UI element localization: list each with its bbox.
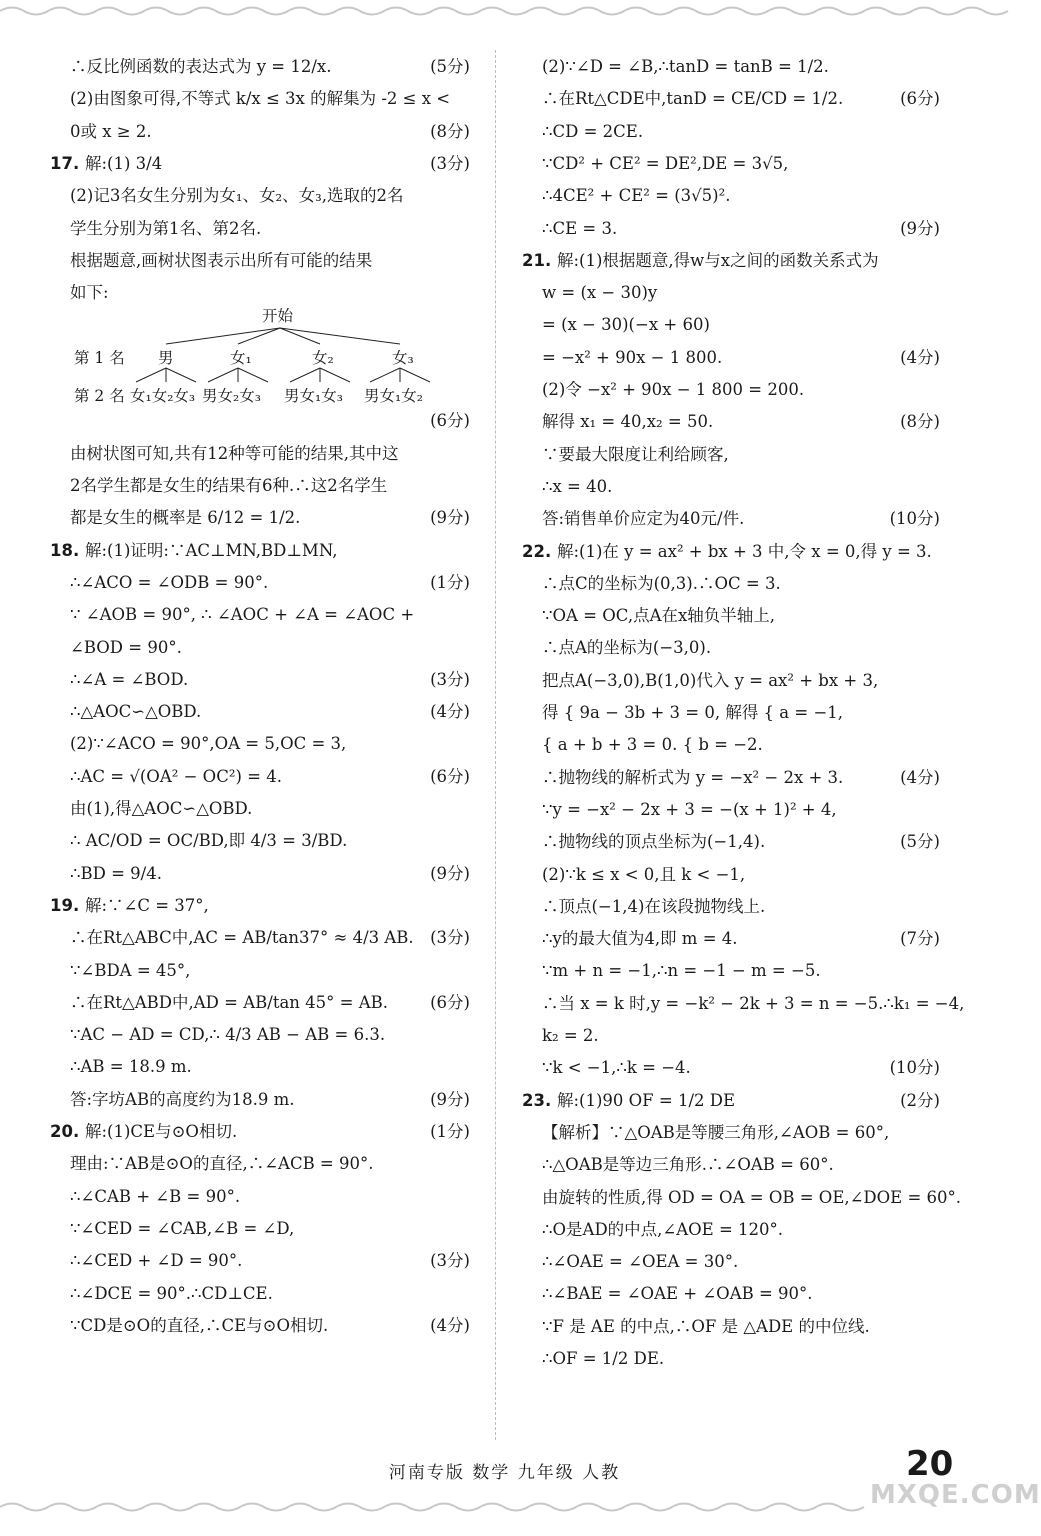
answer-line	[542, 956, 940, 986]
answer-text	[542, 504, 744, 534]
answer-text-body: ∴O是AD的中点,∠AOE = 120°.	[542, 1219, 784, 1239]
answer-text	[70, 471, 387, 501]
answer-line	[542, 1215, 940, 1245]
answer-text-body: ∴在Rt△CDE中,tanD = CE/CD = 1/2.	[542, 89, 844, 109]
answer-line	[70, 826, 470, 856]
answer-text	[70, 278, 109, 308]
answer-text-body: (2)令 −x² + 90x − 1 800 = 200.	[542, 380, 805, 399]
answer-text	[542, 1247, 738, 1277]
answer-line	[542, 504, 940, 534]
answer-line	[542, 440, 940, 470]
answer-text-body: 解:(1) 3/4	[84, 153, 163, 173]
score-label: (3分)	[430, 928, 470, 948]
answer-text-body: ∴在Rt△ABC中,AC = AB/tan37° ≈ 4/3 AB.	[70, 928, 414, 948]
answer-line	[542, 181, 940, 211]
answer-text-body: ∵ ∠AOB = 90°, ∴ ∠AOC + ∠A = ∠AOC +	[70, 605, 415, 625]
answer-line	[70, 117, 470, 147]
score-label: (2分)	[900, 1090, 940, 1110]
answer-text-body: ∴AB = 18.9 m.	[70, 1057, 192, 1077]
answer-line	[542, 1053, 940, 1083]
answer-text	[70, 568, 268, 598]
answer-text	[542, 1344, 664, 1374]
answer-text-body: 解:(1)证明:∵AC⊥MN,BD⊥MN,	[84, 540, 338, 560]
tree-level1-node: 女₃	[392, 349, 414, 368]
answer-text	[542, 52, 829, 82]
answer-text	[542, 1053, 691, 1083]
answer-line	[542, 892, 940, 922]
answer-line	[70, 1246, 470, 1276]
answer-text-body: ∵OA = OC,点A在x轴负半轴上,	[542, 606, 776, 626]
answer-text	[542, 181, 730, 211]
answer-line	[70, 697, 470, 727]
answer-text-body: 2名学生都是女生的结果有6种.∴这2名学生	[70, 476, 388, 495]
answer-line	[70, 84, 470, 114]
tree-branch	[166, 328, 280, 344]
tree-branch	[320, 368, 350, 382]
answer-text-body: w = (x − 30)y	[542, 283, 658, 303]
tree-level1-node: 男	[158, 349, 174, 368]
answer-text	[70, 633, 182, 663]
question-number: 23.	[522, 1090, 557, 1110]
answer-text	[542, 343, 722, 373]
answer-text-body: ∴ AC/OD = OC/BD,即 4/3 = 3/BD.	[70, 831, 348, 851]
answer-text	[542, 1279, 813, 1309]
answer-text	[542, 117, 643, 147]
answer-text	[50, 891, 209, 921]
answer-text	[70, 439, 399, 469]
answer-text	[70, 181, 403, 211]
answer-line	[542, 407, 940, 437]
answer-line	[542, 472, 940, 502]
answer-text-body: 答:字坊AB的高度约为18.9 m.	[70, 1089, 295, 1109]
answer-line	[542, 1312, 940, 1342]
answer-line	[542, 989, 965, 1019]
answer-text	[542, 84, 843, 114]
answer-text	[542, 278, 657, 308]
score-label: (9分)	[430, 1089, 470, 1109]
answer-line	[542, 666, 940, 696]
answer-text-body: ∠BOD = 90°.	[70, 637, 182, 657]
answer-text-body: 由树状图可知,共有12种等可能的结果,其中这	[70, 443, 399, 463]
answer-line	[70, 568, 470, 598]
score-label: (1分)	[430, 1122, 470, 1141]
answer-text	[70, 859, 162, 889]
answer-text-body: ∴∠OAE = ∠OEA = 30°.	[542, 1252, 739, 1272]
answer-line	[542, 827, 940, 857]
tree-branch	[280, 328, 400, 344]
answer-line	[50, 1117, 470, 1147]
answer-line	[542, 795, 940, 825]
answer-line	[50, 891, 470, 921]
answer-line	[542, 343, 940, 373]
answer-line	[70, 859, 470, 889]
answer-text-body: 都是女生的概率是 6/12 = 1/2.	[70, 508, 301, 528]
score-label: (10分)	[889, 509, 940, 529]
score-label: (5分)	[900, 832, 940, 852]
score-label: (9分)	[430, 508, 470, 528]
answer-text-body: ∴CE = 3.	[542, 218, 618, 238]
answer-text-body: 由(1),得△AOC∽△OBD.	[70, 799, 253, 818]
answer-text-body: ∴∠BAE = ∠OAE + ∠OAB = 90°.	[542, 1284, 813, 1304]
score-label: (6分)	[900, 89, 940, 109]
answer-text-body: 解:(1)CE与⊙O相切.	[84, 1122, 238, 1141]
answer-line	[70, 762, 470, 792]
score-label: (6分)	[430, 992, 470, 1012]
answer-line	[542, 1150, 940, 1180]
score-label: (10分)	[889, 1058, 940, 1078]
answer-text-body: 理由:∵AB是⊙O的直径,∴∠ACB = 90°.	[70, 1154, 374, 1174]
answer-line	[70, 1020, 470, 1050]
score-label: (4分)	[430, 1315, 470, 1335]
answer-text	[70, 214, 261, 244]
answer-text	[50, 1117, 237, 1147]
tree-branch	[238, 328, 280, 344]
answer-line	[522, 537, 940, 567]
answer-line	[70, 1311, 470, 1341]
answer-line	[70, 52, 470, 82]
answer-text	[522, 1086, 735, 1116]
tree-level2-group: 男女₁女₃	[284, 387, 343, 406]
answer-text-body: ∵AC − AD = CD,∴ 4/3 AB − AB = 6.3.	[70, 1025, 386, 1045]
answer-line	[542, 52, 940, 82]
answer-text-body: ∴∠CAB + ∠B = 90°.	[70, 1186, 241, 1206]
answer-text-body: = −x² + 90x − 1 800.	[542, 347, 723, 367]
answer-line	[542, 84, 940, 114]
answer-text	[542, 956, 821, 986]
score-label: (3分)	[430, 1251, 470, 1271]
answer-text	[542, 1118, 889, 1148]
score-label: (6分)	[430, 411, 470, 431]
tree-row1-label: 第 1 名	[74, 349, 125, 368]
answer-line	[542, 1279, 940, 1309]
score-label: (3分)	[430, 153, 470, 173]
answer-text-body: 根据题意,画树状图表示出所有可能的结果	[70, 250, 373, 270]
answer-text	[50, 536, 337, 566]
answer-text-body: ∵∠CED = ∠CAB,∠B = ∠D,	[70, 1218, 295, 1238]
answer-line	[70, 439, 470, 469]
score-label: (8分)	[900, 412, 940, 432]
answer-text-body: ∴抛物线的顶点坐标为(−1,4).	[542, 832, 766, 852]
answer-text	[70, 117, 152, 147]
answer-text-body: k₂ = 2.	[542, 1026, 599, 1045]
answer-text	[70, 729, 346, 759]
answer-line	[542, 1344, 940, 1374]
answer-line	[70, 600, 470, 630]
answer-text	[542, 860, 745, 890]
answer-text-body: ∴△AOC∽△OBD.	[70, 702, 202, 722]
answer-text	[70, 1149, 374, 1179]
tree-level1-node: 女₂	[312, 349, 334, 368]
answer-text	[542, 214, 617, 244]
answer-text	[70, 794, 252, 824]
answer-text	[70, 665, 188, 695]
answer-line	[70, 923, 470, 953]
answer-line	[70, 633, 470, 663]
answer-line	[522, 1086, 940, 1116]
answer-text-body: ∴∠CED + ∠D = 90°.	[70, 1251, 243, 1271]
answer-text-body: ∵m + n = −1,∴n = −1 − m = −5.	[542, 961, 821, 981]
answer-line	[70, 471, 470, 501]
answer-text-body: ∵y = −x² − 2x + 3 = −(x + 1)² + 4,	[542, 799, 837, 819]
tree-branch	[290, 368, 320, 382]
answer-text	[70, 1020, 385, 1050]
answer-text	[70, 52, 332, 82]
answer-line	[542, 1021, 940, 1051]
score-label: (4分)	[900, 347, 940, 367]
answer-line	[50, 149, 470, 179]
answer-text	[70, 1279, 273, 1309]
tree-branch	[400, 368, 430, 382]
answer-text-body: ∴OF = 1/2 DE.	[542, 1349, 665, 1368]
answer-text-body: 由旋转的性质,得 OD = OA = OB = OE,∠DOE = 60°.	[542, 1187, 962, 1207]
answer-text	[522, 246, 879, 276]
top-wave-border	[0, 4, 1009, 18]
answer-text-body: 解得 x₁ = 40,x₂ = 50.	[542, 412, 714, 432]
tree-level2-group: 女₁女₂女₃	[130, 387, 196, 406]
answer-line	[70, 729, 470, 759]
answer-text-body: ∴点C的坐标为(0,3).∴OC = 3.	[542, 573, 781, 593]
answer-text-body: (2)∵k ≤ x < 0,且 k < −1,	[542, 864, 746, 884]
answer-line	[542, 214, 940, 244]
answer-text-body: ∴CD = 2CE.	[542, 121, 644, 141]
answer-text-body: 如下:	[70, 283, 109, 303]
tree-branch	[208, 368, 238, 382]
answer-text	[542, 989, 964, 1019]
answer-line	[542, 149, 940, 179]
bottom-wave-border	[0, 1500, 1009, 1514]
answer-text	[70, 84, 450, 114]
answer-text-body: ∴BD = 9/4.	[70, 863, 162, 883]
answer-line	[522, 246, 940, 276]
answer-text-body: 学生分别为第1名、第2名.	[70, 218, 262, 238]
answer-text-body: ∴∠ACO = ∠ODB = 90°.	[70, 572, 269, 592]
answer-text	[542, 827, 765, 857]
answer-text	[542, 633, 711, 663]
answer-text-body: ∴顶点(−1,4)在该段抛物线上.	[542, 896, 766, 916]
answer-text-body: = (x − 30)(−x + 60)	[542, 315, 710, 335]
answer-line	[542, 1118, 940, 1148]
answer-text	[542, 472, 612, 502]
score-label: (4分)	[900, 767, 940, 787]
answer-line	[542, 633, 940, 663]
answer-line	[542, 1247, 940, 1277]
answer-text-body: ∵F 是 AE 的中点,∴OF 是 △ADE 的中位线.	[542, 1316, 870, 1336]
score-label: (6分)	[430, 766, 470, 786]
answer-text	[542, 795, 837, 825]
answer-text-body: 得 { 9a − 3b + 3 = 0, 解得 { a = −1,	[542, 703, 844, 722]
answer-text-body: ∵CD² + CE² = DE²,DE = 3√5,	[542, 153, 789, 173]
answer-text-body: 解:(1)90 OF = 1/2 DE	[556, 1090, 736, 1110]
question-number: 21.	[522, 250, 557, 270]
answer-line	[542, 278, 940, 308]
question-number: 19.	[50, 895, 85, 915]
answer-text	[542, 407, 713, 437]
answer-text	[542, 601, 775, 631]
answer-line	[542, 730, 940, 760]
answer-line	[542, 698, 940, 728]
answer-text-body: ∴∠A = ∠BOD.	[70, 669, 189, 689]
answer-line	[70, 1182, 470, 1212]
answer-line	[70, 1149, 470, 1179]
answer-text-body: (2)由图象可得,不等式 k/x ≤ 3x 的解集为 -2 ≤ x <	[70, 89, 451, 109]
answer-line	[542, 310, 940, 340]
answer-text-body: 答:销售单价应定为40元/件.	[542, 509, 745, 529]
answer-text	[70, 1182, 240, 1212]
answer-text-body: ∴∠DCE = 90°.∴CD⊥CE.	[70, 1283, 273, 1303]
answer-text	[70, 1246, 242, 1276]
tree-branch	[136, 368, 166, 382]
answer-text	[542, 763, 843, 793]
answer-text	[542, 440, 729, 470]
answer-text	[542, 892, 765, 922]
answer-text-body: (2)∵∠ACO = 90°,OA = 5,OC = 3,	[70, 734, 347, 754]
answer-text	[542, 310, 710, 340]
score-label: (3分)	[430, 669, 470, 689]
answer-text	[70, 697, 201, 727]
answer-line	[542, 375, 940, 405]
tree-root: 开始	[262, 307, 294, 326]
watermark-logo: MXQE.COM	[870, 1480, 1041, 1510]
question-number: 17.	[50, 153, 85, 173]
tree-branch	[166, 368, 196, 382]
answer-text-body: ∴抛物线的解析式为 y = −x² − 2x + 3.	[542, 767, 844, 787]
question-number: 20.	[50, 1122, 85, 1141]
answer-text-body: ∴y的最大值为4,即 m = 4.	[542, 929, 738, 949]
score-label: (9分)	[900, 218, 940, 238]
answer-line	[542, 1183, 962, 1213]
answer-text-body: 解:∵∠C = 37°,	[84, 895, 209, 915]
tree-level2-group: 男女₁女₂	[364, 387, 423, 406]
answer-line	[542, 117, 940, 147]
answer-text	[542, 375, 804, 405]
answer-text-body: ∴4CE² + CE² = (3√5)².	[542, 186, 731, 206]
answer-text-body: ∵要最大限度让利给顾客,	[542, 444, 729, 464]
answer-text	[70, 988, 388, 1018]
answer-text-body: ∴AC = √(OA² − OC²) = 4.	[70, 766, 282, 786]
answer-text-body: ∴反比例函数的表达式为 y = 12/x.	[70, 57, 332, 76]
tree-row2-label: 第 2 名	[74, 387, 125, 406]
tree-level1-node: 女₁	[230, 349, 252, 368]
score-label: (5分)	[430, 57, 470, 76]
answer-text	[542, 666, 878, 696]
answer-text-body: (2)∵∠D = ∠B,∴tanD = tanB = 1/2.	[542, 57, 829, 76]
answer-line	[70, 1279, 470, 1309]
answer-line	[542, 924, 940, 954]
answer-line	[70, 665, 470, 695]
score-label: (7分)	[900, 929, 940, 949]
question-number: 22.	[522, 541, 557, 561]
answer-text	[70, 600, 414, 630]
answer-text	[70, 826, 347, 856]
answer-line	[70, 214, 470, 244]
answer-text-body: ∵k < −1,∴k = −4.	[542, 1058, 691, 1078]
answer-line	[70, 246, 470, 276]
page-number: 20	[906, 1444, 954, 1484]
tree-level2-group: 男女₂女₃	[202, 387, 261, 406]
answer-line	[70, 1052, 470, 1082]
answer-line	[542, 860, 940, 890]
score-label: (1分)	[430, 572, 470, 592]
answer-line	[542, 569, 940, 599]
answer-text-body: ∴在Rt△ABD中,AD = AB/tan 45° = AB.	[70, 992, 389, 1012]
answer-line	[50, 536, 470, 566]
answer-line	[70, 406, 470, 436]
answer-text-body: 解:(1)在 y = ax² + bx + 3 中,令 x = 0,得 y = 3.	[556, 541, 932, 561]
answer-text	[50, 149, 162, 179]
score-label: (8分)	[430, 121, 470, 141]
answer-text	[542, 149, 788, 179]
answer-text-body: 把点A(−3,0),B(1,0)代入 y = ax² + bx + 3,	[542, 670, 879, 690]
answer-text	[70, 1214, 294, 1244]
answer-text	[70, 762, 282, 792]
answer-text	[70, 503, 300, 533]
answer-text-body: ∴当 x = k 时,y = −k² − 2k + 3 = n = −5.∴k₁ = −4,	[542, 993, 965, 1013]
answer-text-body: ∴x = 40.	[542, 476, 613, 496]
answer-text	[542, 1215, 783, 1245]
answer-text	[70, 923, 414, 953]
answer-text	[70, 1085, 294, 1115]
question-number: 18.	[50, 540, 85, 560]
answer-text	[70, 1311, 328, 1341]
tree-branch	[370, 368, 400, 382]
score-label: (9分)	[430, 863, 470, 883]
answer-text-body: 解:(1)根据题意,得w与x之间的函数关系式为	[556, 250, 879, 270]
answer-text-body: ∴点A的坐标为(−3,0).	[542, 638, 712, 658]
answer-line	[70, 1214, 470, 1244]
answer-text	[542, 1312, 870, 1342]
score-label: (4分)	[430, 702, 470, 722]
answer-line	[70, 988, 470, 1018]
answer-text	[522, 537, 932, 567]
page-footer: 河南专版 数学 九年级 人教	[388, 1463, 621, 1483]
answer-text	[542, 730, 763, 760]
answer-line	[542, 763, 940, 793]
answer-text-body: (2)记3名女生分别为女₁、女₂、女₃,选取的2名	[70, 186, 404, 206]
answer-text-body: { a + b + 3 = 0. { b = −2.	[542, 735, 763, 755]
answer-text-body: 0或 x ≥ 2.	[70, 121, 152, 141]
tree-branch	[238, 368, 268, 382]
answer-text-body: ∴△OAB是等边三角形.∴∠OAB = 60°.	[542, 1155, 834, 1175]
answer-text	[542, 1150, 834, 1180]
answer-text	[542, 1183, 961, 1213]
answer-text	[542, 1021, 599, 1051]
answer-text	[70, 1052, 192, 1082]
answer-text-body: ∵∠BDA = 45°,	[70, 960, 191, 980]
answer-text-body: ∵CD是⊙O的直径,∴CE与⊙O相切.	[70, 1315, 329, 1335]
answer-text-body: 【解析】∵△OAB是等腰三角形,∠AOB = 60°,	[542, 1122, 890, 1142]
answer-line	[70, 1085, 470, 1115]
answer-text	[542, 698, 843, 728]
answer-line	[70, 181, 470, 211]
answer-line	[70, 956, 470, 986]
column-divider	[495, 50, 496, 1440]
answer-line	[70, 794, 470, 824]
answer-text	[70, 246, 372, 276]
answer-text	[70, 956, 190, 986]
answer-line	[542, 601, 940, 631]
answer-line	[70, 503, 470, 533]
answer-text	[542, 569, 781, 599]
answer-text	[542, 924, 738, 954]
